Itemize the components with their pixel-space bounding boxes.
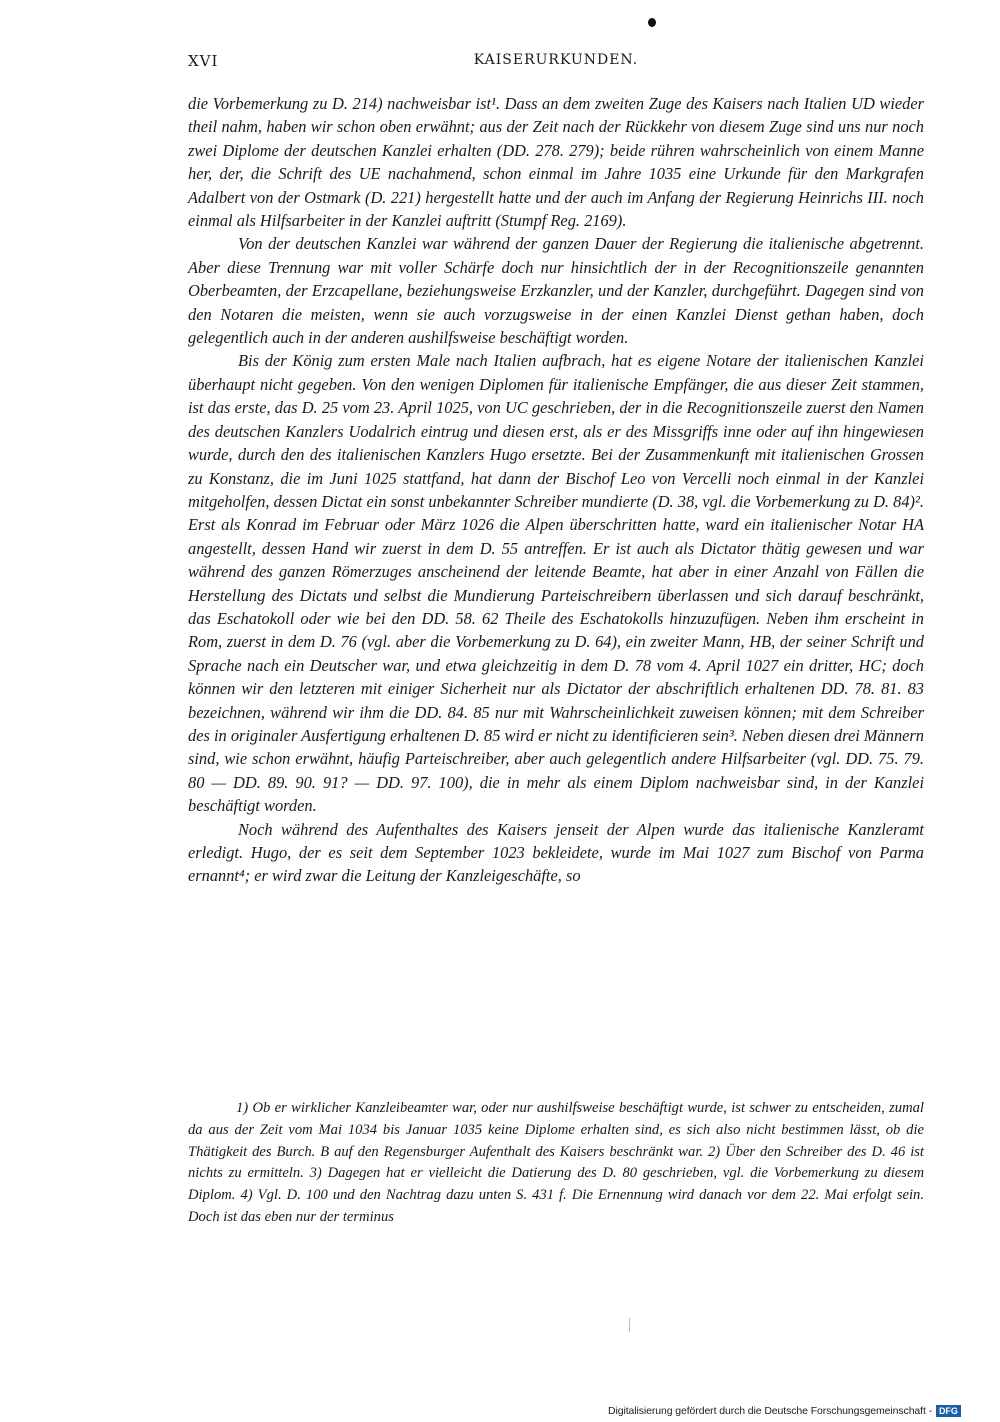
paragraph-1: die Vorbemerkung zu D. 214) nachweisbar ist¹. Dass an dem zweiten Zuge des Kaisers nach Italien UD wieder theil nahm, haben wir schon oben erwähnt; aus der Zeit nach der Rückkehr von diesem Zuge sind uns nur noch zwei Diplome der deutschen Kanzlei erhalten (DD. 278. 279); beide rühren wahrscheinlich von einem Manne her, der, die Schrift des UE nachahmend, schon einmal im Jahre 1035 eine Urkunde für den Markgrafen Adalbert von der Ostmark (D. 221) hergestellt hatte und der auch im Anfang der Regierung Heinrichs III. noch einmal als Hilfsarbeiter in der Kanzlei auftritt (Stumpf Reg. 2169). (188, 94, 924, 231)
main-text (188, 92, 924, 888)
paragraph-4: Noch während des Aufenthaltes des Kaisers jenseit der Alpen wurde das italienische Kanzleramt erledigt. Hugo, der es seit dem September 1023 bekleidete, wurde im Mai 1027 zum Bischof von Parma ernannt⁴; er wird zwar die Leitung der Kanzleigeschäfte, so (188, 819, 924, 886)
page-number: XVI (188, 52, 219, 70)
paragraph-2: Von der deutschen Kanzlei war während der ganzen Dauer der Regierung die italienische abgetrennt. Aber diese Trennung war mit voller Schärfe doch nur hinsichtlich der in der Recognitionszeile genannten Oberbeamten, der Erzcapellane, beziehungsweise Erzkanzler, und der Kanzler, durchgeführt. Dagegen sind von den Notaren die meisten, wenn sie auch vorzugsweise in der einen Kanzlei Dienst gethan haben, doch gelegentlich auch in der anderen aushilfsweise beschäftigt worden. (188, 234, 924, 348)
digitization-footer (608, 1405, 961, 1417)
ink-dot (648, 18, 656, 27)
scan-mark (629, 1318, 630, 1332)
footnotes (188, 1098, 924, 1229)
dfg-logo-icon: DFG (936, 1405, 961, 1417)
page-header (188, 52, 924, 76)
footnote-text: 1) Ob er wirklicher Kanzleibeamter war, oder nur aushilfsweise beschäftigt wurde, ist schwer zu entscheiden, zumal da aus der Zeit vom Mai 1034 bis Januar 1035 keine Diplome erhalten sind, es sich also nicht bestimmen lässt, ob die Thätigkeit des Burch. B auf den Regensburger Aufenthalt des Kaisers beschränkt war. 2) Über den Schreiber des D. 46 ist nichts zu ermitteln. 3) Dagegen hat er vielleicht die Datierung des D. 80 geschrieben, vgl. die Vorbemerkung zu diesem Diplom. 4) Vgl. D. 100 und den Nachtrag dazu unten S. 431 f. Die Ernennung wird danach vor dem 22. Mai erfolgt sein. Doch ist das eben nur der terminus (188, 1100, 924, 1225)
paragraph-3: Bis der König zum ersten Male nach Italien aufbrach, hat es eigene Notare der italienischen Kanzlei überhaupt nicht gegeben. Von den wenigen Diplomen für italienische Empfänger, die aus dieser Zeit stammen, ist das erste, das D. 25 vom 23. April 1025, von UC geschrieben, der in die Recognitionszeile zuerst den Namen des deutschen Kanzlers Uodalrich eintrug und diesen erst, als er des Missgriffs inne oder auf ihn hingewiesen wurde, durch den des italienischen Kanzlers Hugo ersetzte. Bei der Zusammenkunft mit italienischen Grossen zu Konstanz, die im Juni 1025 stattfand, hat dann der Bischof Leo von Vercelli noch einmal in der Kanzlei mitgeholfen, dessen Dictat ein sonst unbekannter Schreiber mundierte (D. 38, vgl. die Vorbemerkung zu D. 84)². Erst als Konrad im Februar oder März 1026 die Alpen überschritten hatte, ward ein italienischer Notar HA angestellt, dessen Hand wir zuerst in dem D. 55 antreffen. Er ist auch als Dictator thätig gewesen und war während des ganzen Römerzuges anscheinend der leitende Beamte, hat aber in einer Anzahl von Fällen die Herstellung des Dictats und selbst die Mundierung Parteischreibern überlassen und sich darauf beschränkt, das Eschatokoll oder wie bei den DD. 58. 62 Theile des Eschatokolls hinzuzufügen. Neben ihm erscheint in Rom, zuerst in dem D. 76 (vgl. aber die Vorbemerkung zu D. 64), ein zweiter Mann, HB, der seiner Schrift und Sprache nach ein Deutscher war, und etwa gleichzeitig in dem D. 78 vom 4. April 1027 ein dritter, HC; doch können wir den letzteren mit einiger Sicherheit nur als Dictator der abschriftlich erhaltenen DD. 78. 81. 83 bezeichnen, während wir ihm die DD. 84. 85 nur mit Wahrscheinlichkeit zuweisen können; mit dem Schreiber des in originaler Ausfertigung erhaltenen D. 85 wird er nicht zu identificieren sein³. Neben diesen drei Männern sind, wie schon erwähnt, häufig Parteischreiber, aber auch gelegentlich andere Hilfsarbeiter (vgl. DD. 75. 79. 80 — DD. 89. 90. 91? — DD. 97. 100), die in mehr als einem Diplom nachweisbar sind, in der Kanzlei beschäftigt worden. (188, 351, 924, 816)
footer-credit: Digitalisierung gefördert durch die Deutsche Forschungsgemeinschaft - (608, 1405, 933, 1417)
running-title: KAISERURKUNDEN. (473, 52, 639, 68)
